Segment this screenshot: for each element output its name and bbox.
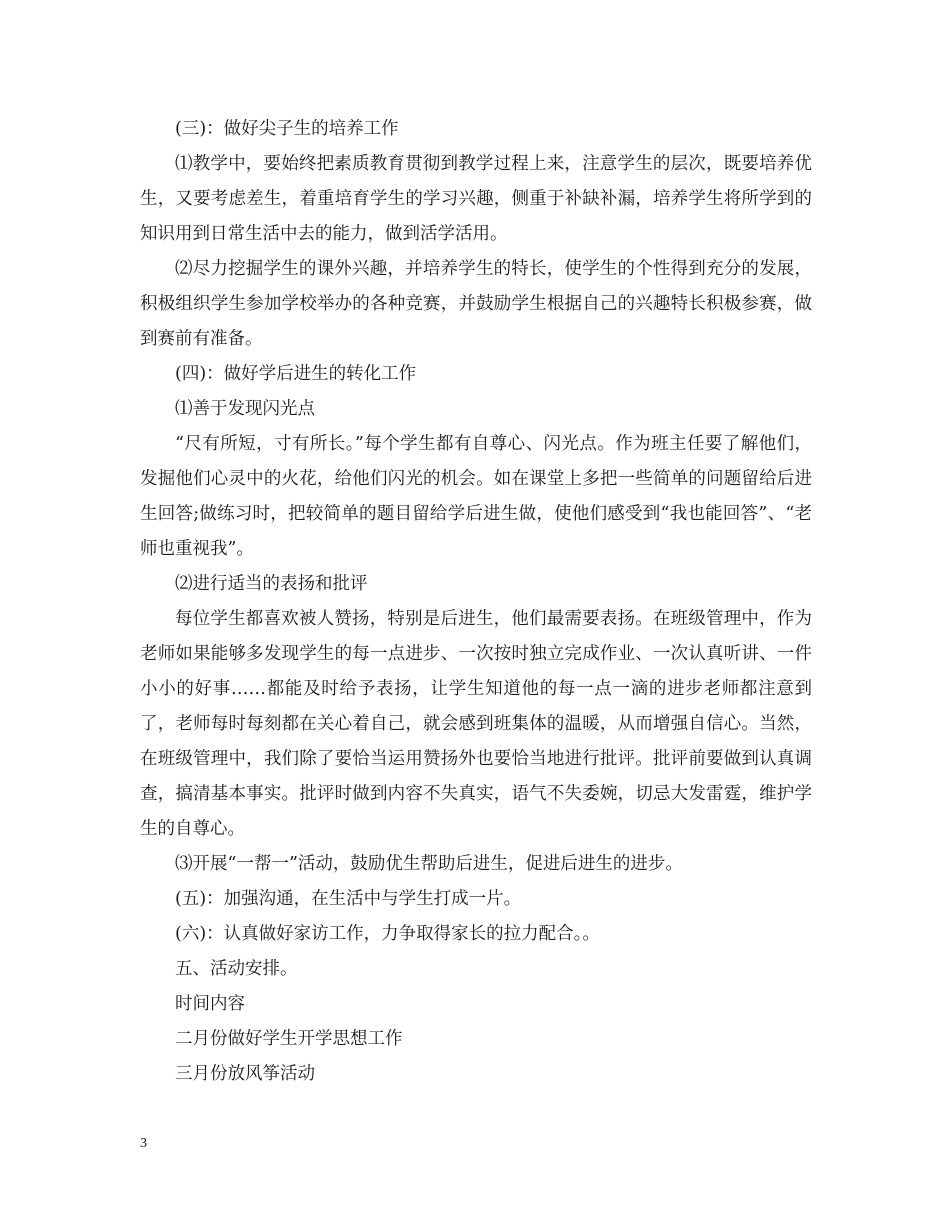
paragraph-praise-criticism: 每位学生都喜欢被人赞扬，特别是后进生，他们最需要表扬。在班级管理中，作为老师如果能够多发现学生的每一点进步、一次按时独立完成作业、一次认真听讲、一件小小的好事……都能及时给予表扬，让学生知道他的每一点一滴的进步老师都注意到了，老师每时每刻都在关心着自己，就会感到班集体的温暖，从而增强自信心。当然，在班级管理中，我们除了要恰当运用赞扬外也要恰当地进行批评。批评前要做到认真调查，搞清基本事实。批评时做到内容不失真实，语气不失委婉，切忌大发雷霆，维护学生的自尊心。 <box>140 609 812 839</box>
activity-table-header: 时间内容 <box>175 994 245 1014</box>
page-number: 3 <box>140 1136 147 1151</box>
activity-item-february: 二月份做好学生开学思想工作 <box>175 1029 403 1049</box>
subheading-find-bright-spots: ⑴善于发现闪光点 <box>175 399 315 419</box>
subheading-praise-criticism: ⑵进行适当的表扬和批评 <box>175 574 368 594</box>
section-heading-5: (五)：加强沟通，在生活中与学生打成一片。 <box>175 889 522 909</box>
section-heading-3: (三)：做好尖子生的培养工作 <box>175 119 399 139</box>
activity-plan-heading: 五、活动安排。 <box>175 959 298 979</box>
section-heading-6: (六)：认真做好家访工作，力争取得家长的拉力配合。。 <box>175 924 600 944</box>
paragraph-one-help-one: ⑶开展“一帮一”活动，鼓励优生帮助后进生，促进后进生的进步。 <box>175 854 683 874</box>
section-heading-4: (四)：做好学后进生的转化工作 <box>175 364 417 384</box>
document-body <box>140 112 812 1092</box>
paragraph-teaching-quality: ⑴教学中，要始终把素质教育贯彻到教学过程上来，注意学生的层次，既要培养优生，又要考虑差生，着重培育学生的学习兴趣，侧重于补缺补漏，培养学生将所学到的知识用到日常生活中去的能力，做到活学活用。 <box>140 154 812 244</box>
paragraph-bright-spots: “尺有所短，寸有所长。”每个学生都有自尊心、闪光点。作为班主任要了解他们，发掘他们心灵中的火花，给他们闪光的机会。如在课堂上多把一些简单的问题留给后进生回答;做练习时，把较简单的题目留给学后进生做，使他们感受到“我也能回答”、“老师也重视我”。 <box>140 434 812 559</box>
paragraph-extracurricular-interest: ⑵尽力挖掘学生的课外兴趣，并培养学生的特长，使学生的个性得到充分的发展，积极组织学生参加学校举办的各种竞赛，并鼓励学生根据自己的兴趣特长积极参赛，做到赛前有准备。 <box>140 259 812 349</box>
activity-item-march: 三月份放风筝活动 <box>175 1064 315 1084</box>
